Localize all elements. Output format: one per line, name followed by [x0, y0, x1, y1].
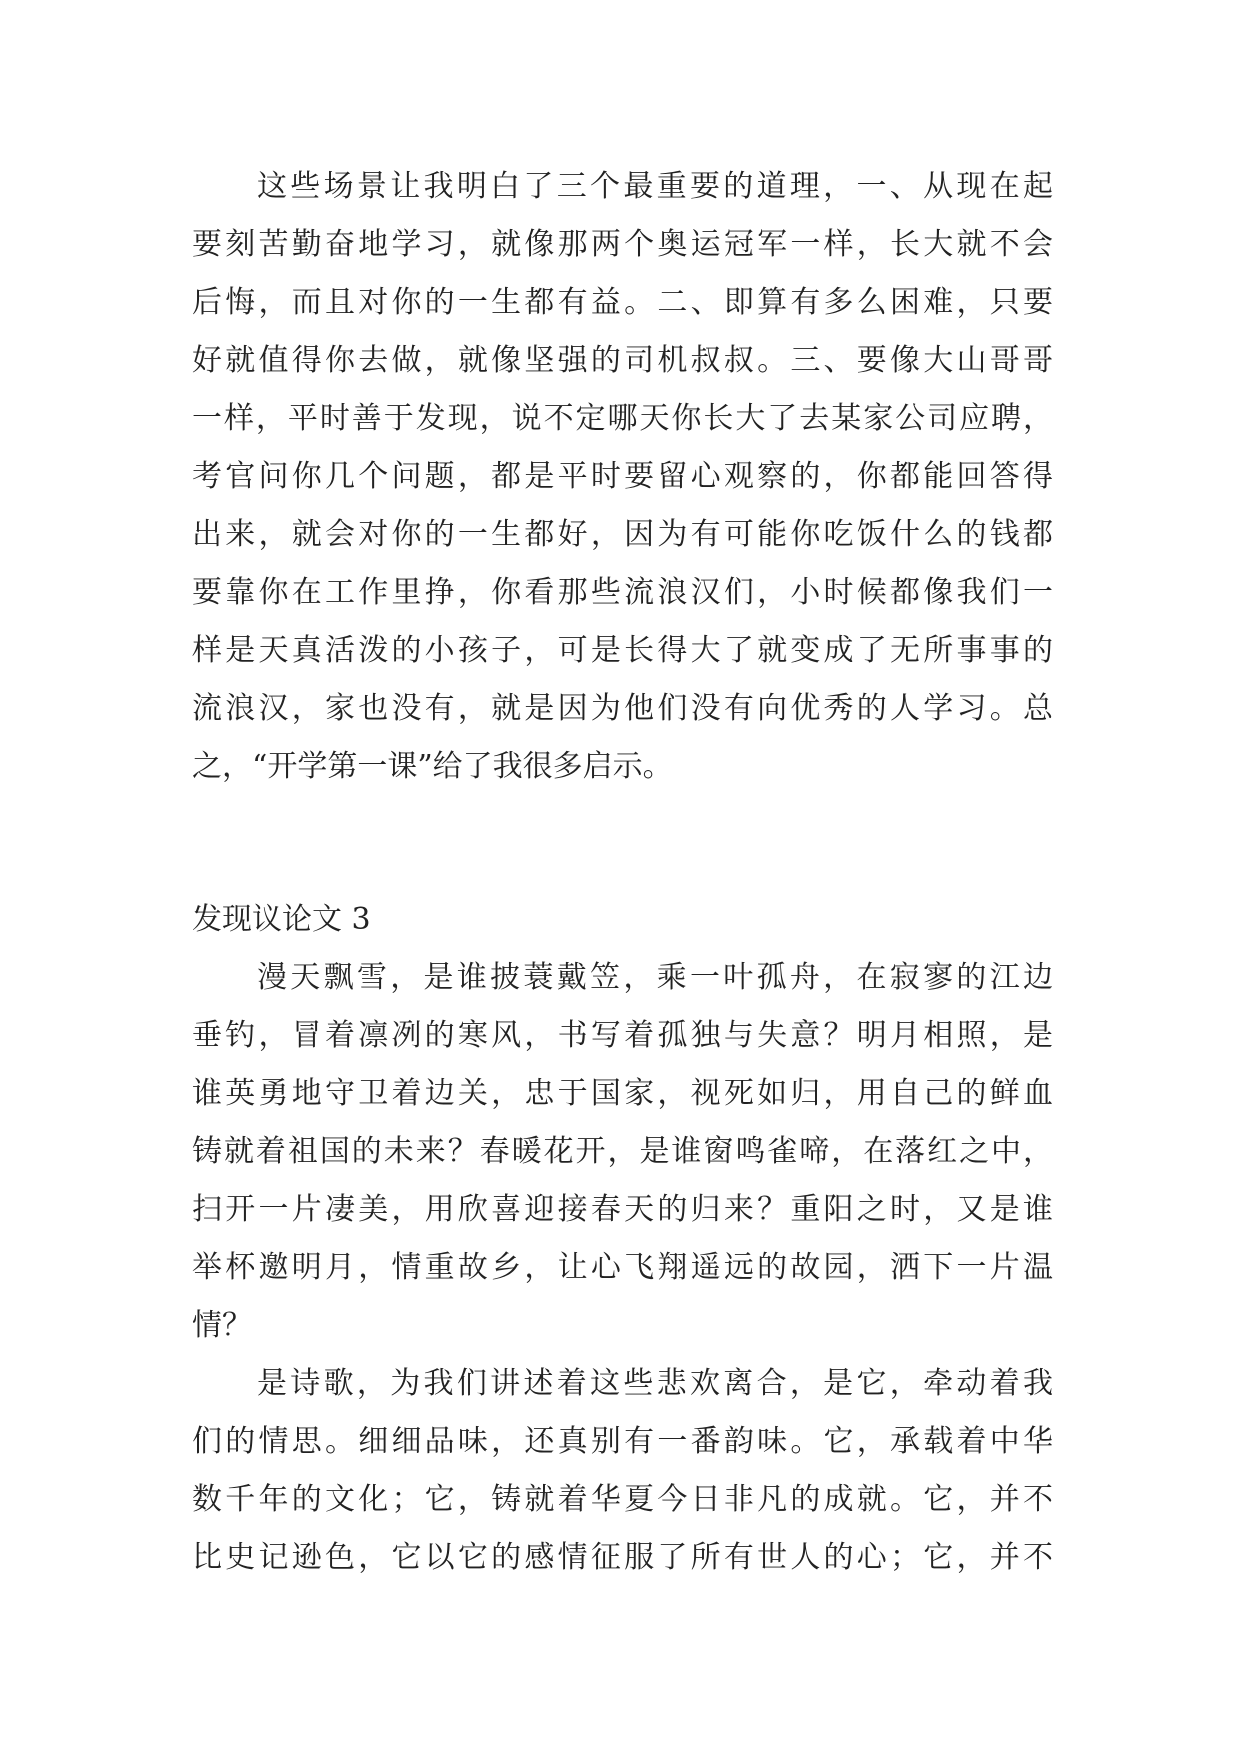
- section-heading: 发现议论文 3: [192, 902, 371, 937]
- document-body: [192, 158, 1053, 1587]
- text-line: 垂钓，冒着凛冽的寒风，书写着孤独与失意？明月相照，是: [192, 1018, 1053, 1053]
- text-line: 情？: [192, 1308, 252, 1343]
- text-line: 出来，就会对你的一生都好，因为有可能你吃饭什么的钱都: [192, 517, 1053, 552]
- text-line: 们的情思。细细品味，还真别有一番韵味。它，承载着中华: [192, 1424, 1053, 1459]
- paragraph-1: [192, 158, 1053, 796]
- text-line: 好就值得你去做，就像坚强的司机叔叔。三、要像大山哥哥: [192, 343, 1053, 378]
- text-line: 后悔，而且对你的一生都有益。二、即算有多么困难，只要: [192, 285, 1053, 320]
- text-line: 谁英勇地守卫着边关，忠于国家，视死如归，用自己的鲜血: [192, 1076, 1053, 1111]
- text-line: 样是天真活泼的小孩子，可是长得大了就变成了无所事事的: [192, 633, 1053, 668]
- text-line: 扫开一片凄美，用欣喜迎接春天的归来？重阳之时，又是谁: [192, 1192, 1053, 1227]
- paragraph-spacer: [192, 796, 1053, 891]
- text-line: 比史记逊色，它以它的感情征服了所有世人的心；它，并不: [192, 1540, 1053, 1575]
- text-line: 一样，平时善于发现，说不定哪天你长大了去某家公司应聘，: [192, 401, 1053, 436]
- text-line: 要刻苦勤奋地学习，就像那两个奥运冠军一样，长大就不会: [192, 227, 1053, 262]
- paragraph-2: [192, 949, 1053, 1355]
- text-line: 这些场景让我明白了三个最重要的道理，一、从现在起: [257, 169, 1053, 204]
- text-line: 之，“开学第一课”给了我很多启示。: [192, 749, 673, 784]
- text-line: 铸就着祖国的未来？春暖花开，是谁窗鸣雀啼，在落红之中，: [192, 1134, 1053, 1169]
- text-line: 流浪汉，家也没有，就是因为他们没有向优秀的人学习。总: [192, 691, 1053, 726]
- paragraph-3: [192, 1355, 1053, 1587]
- text-line: 是诗歌，为我们讲述着这些悲欢离合，是它，牵动着我: [257, 1366, 1053, 1401]
- text-line: 数千年的文化；它，铸就着华夏今日非凡的成就。它，并不: [192, 1482, 1053, 1517]
- text-line: 考官问你几个问题，都是平时要留心观察的，你都能回答得: [192, 459, 1053, 494]
- text-line: 举杯邀明月，情重故乡，让心飞翔遥远的故园，洒下一片温: [192, 1250, 1053, 1285]
- text-line: 漫天飘雪，是谁披蓑戴笠，乘一叶孤舟，在寂寥的江边: [257, 960, 1053, 995]
- text-line: 要靠你在工作里挣，你看那些流浪汉们，小时候都像我们一: [192, 575, 1053, 610]
